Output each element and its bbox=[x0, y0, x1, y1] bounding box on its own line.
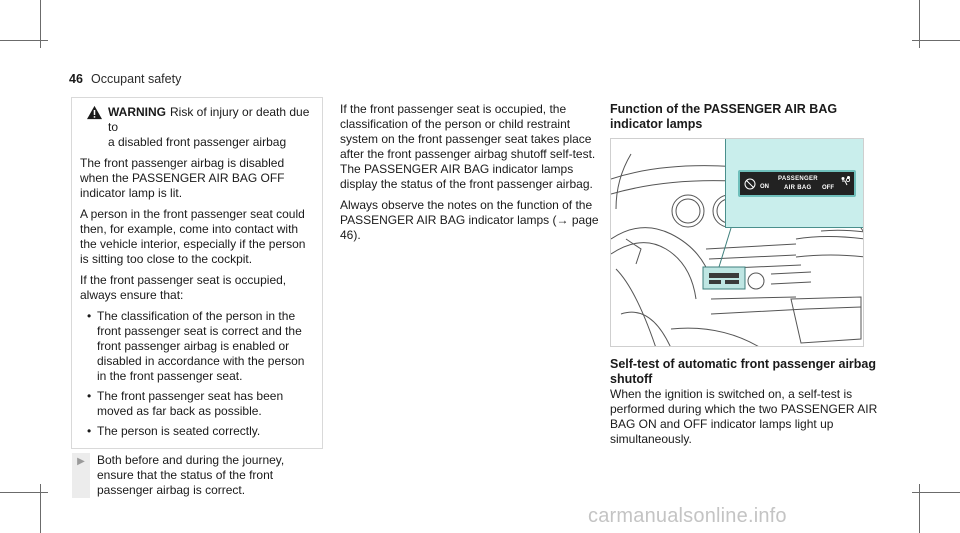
warning-paragraph-3: If the front passenger seat is occupied, always ensure that: bbox=[80, 273, 287, 302]
crop-mark bbox=[912, 492, 960, 493]
self-test-section bbox=[610, 357, 880, 453]
indicator-passenger-label: PASSENGER bbox=[778, 176, 818, 182]
note-bar bbox=[72, 453, 90, 498]
note-arrow-icon: ▶ bbox=[77, 456, 85, 467]
warning-box bbox=[71, 97, 323, 497]
column-3 bbox=[610, 102, 870, 132]
airbag-off-symbol-icon bbox=[744, 178, 756, 190]
section-title: Occupant safety bbox=[91, 72, 182, 86]
function-heading: Function of the PASSENGER AIR BAG indicator lamps bbox=[610, 102, 838, 131]
warning-paragraph-1: The front passenger airbag is disabled when the PASSENGER AIR BAG OFF indicator lamp is lit. bbox=[80, 156, 285, 200]
warning-triangle-icon bbox=[86, 105, 103, 120]
observe-notes-text: Always observe the notes on the function of the PASSENGER AIR BAG indicator lamps bbox=[340, 198, 593, 227]
note-block bbox=[72, 453, 313, 498]
list-item: • The person is seated correctly. bbox=[80, 424, 313, 439]
list-item: • The front passenger seat has been moved as far back as possible. bbox=[80, 389, 313, 419]
crop-mark bbox=[0, 492, 48, 493]
indicator-on-label: ON bbox=[760, 184, 769, 190]
classification-paragraph: If the front passenger seat is occupied, the classification of the person or child restraint system on the front passenger seat takes place after the front passenger airbag shutoff self-test. The PASSENGER AIR BAG indicator lamps display the status of the front passenger airbag. bbox=[340, 102, 596, 191]
column-2 bbox=[340, 102, 600, 249]
warning-paragraph-2: A person in the front passenger seat could then, for example, come into contact with the vehicle interior, especially if the person is sitting too close to the cockpit. bbox=[80, 207, 306, 266]
observe-notes-paragraph bbox=[340, 198, 600, 243]
indicator-off-label: OFF bbox=[822, 185, 834, 191]
self-test-heading: Self-test of automatic front passenger airbag shutoff bbox=[610, 357, 877, 386]
warning-header bbox=[80, 105, 313, 135]
crop-mark bbox=[0, 40, 48, 41]
list-item: • The classification of the person in the front passenger seat is correct and the front passenger airbag is enabled or disabled in accordance with the person in the front passenger seat. bbox=[80, 309, 313, 384]
page-reference-link[interactable]: (→ page 46). bbox=[340, 213, 599, 242]
page-number: 46 bbox=[69, 72, 83, 86]
warning-title-tail: Risk of injury or death due to bbox=[108, 105, 310, 134]
watermark: carmanualsonline.info bbox=[588, 505, 787, 527]
passenger-airbag-indicator-panel bbox=[738, 170, 856, 197]
indicator-dot bbox=[847, 176, 850, 179]
indicator-inset bbox=[725, 139, 864, 228]
dashboard-illustration bbox=[610, 138, 864, 347]
note-text: Both before and during the journey, ensure that the status of the front passenger airbag is correct. bbox=[97, 453, 285, 497]
warning-subtitle: a disabled front passenger airbag bbox=[108, 135, 287, 149]
crop-mark bbox=[912, 40, 960, 41]
warning-title: WARNING bbox=[108, 105, 166, 119]
indicator-airbag-label: AIR BAG bbox=[784, 185, 812, 191]
self-test-text: When the ignition is switched on, a self-test is performed during which the two PASSENGER AIR BAG ON and OFF indicator lamps light up simultaneously. bbox=[610, 387, 878, 446]
warning-bullet-list bbox=[80, 309, 313, 439]
